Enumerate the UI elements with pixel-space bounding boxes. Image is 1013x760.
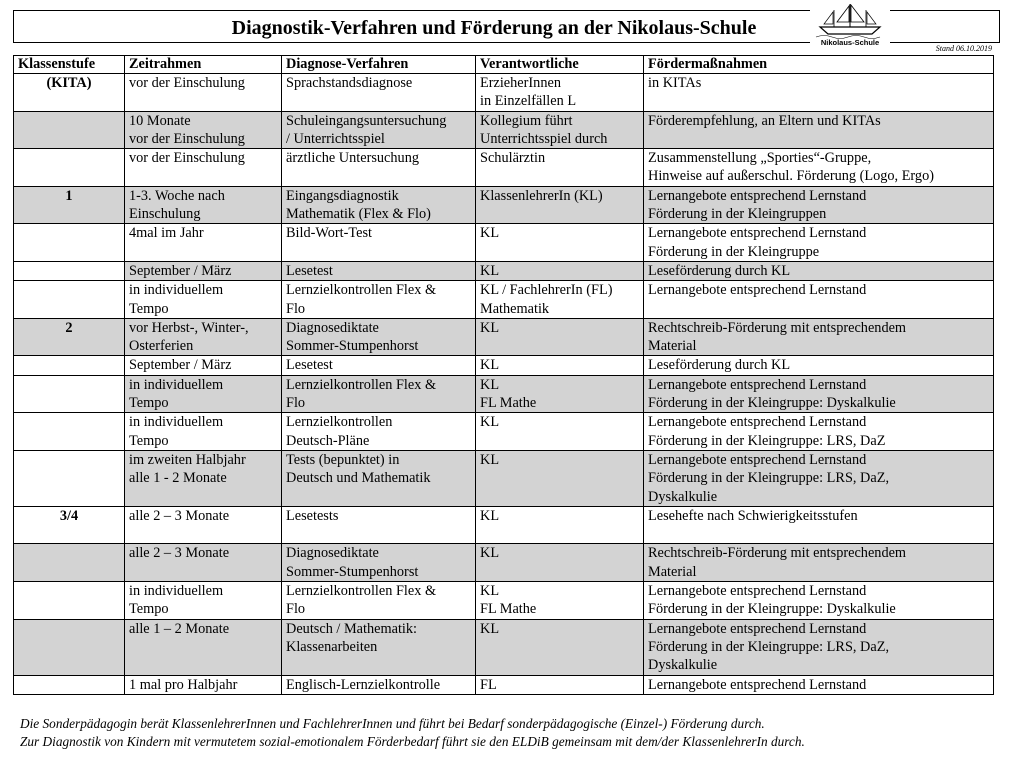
cell-line: Tempo xyxy=(129,432,169,449)
cell-line: Lernangebote entsprechend Lernstand xyxy=(648,583,867,600)
verantwortliche-cell xyxy=(476,149,644,187)
cell-line: Lernangebote entsprechend Lernstand xyxy=(648,676,867,693)
cell-line: 10 Monate xyxy=(129,112,191,129)
cell-line: Sommer-Stumpenhorst xyxy=(286,338,419,355)
cell-line: KL xyxy=(480,225,500,242)
cell-line: FL Mathe xyxy=(480,601,537,618)
logo-text: Nikolaus-Schule xyxy=(820,38,880,47)
foerdermassnahmen-cell xyxy=(644,224,994,262)
table-row xyxy=(14,413,994,451)
foerdermassnahmen-cell xyxy=(644,450,994,506)
diagnose-cell xyxy=(282,450,476,506)
cell-line: FL xyxy=(480,676,497,693)
foerdermassnahmen-cell xyxy=(644,261,994,280)
klassenstufe-cell: 3/4 xyxy=(14,506,125,544)
cell-line: KL xyxy=(480,319,500,336)
zeitrahmen-cell xyxy=(125,261,282,280)
verantwortliche-cell xyxy=(476,224,644,262)
cell-line: Förderung in der Kleingruppe: Dyskalkulie xyxy=(648,601,896,618)
cell-line: Dyskalkulie xyxy=(648,488,718,505)
cell-line: 1-3. Woche nach xyxy=(129,187,225,204)
ship-logo-icon xyxy=(810,0,890,40)
klassenstufe-cell xyxy=(14,413,125,451)
diagnose-cell xyxy=(282,318,476,356)
cell-line: Rechtschreib-Förderung mit entsprechendem xyxy=(648,545,907,562)
diagnose-cell xyxy=(282,544,476,582)
cell-line: vor der Einschulung xyxy=(129,130,245,147)
klassenstufe-cell: 2 xyxy=(14,318,125,356)
cell-line: KL / FachlehrerIn (FL) xyxy=(480,282,613,299)
cell-line: im zweiten Halbjahr xyxy=(129,451,246,468)
cell-line: in individuellem xyxy=(129,414,224,431)
klassenstufe-cell xyxy=(14,281,125,319)
cell-line: Sprachstandsdiagnose xyxy=(286,75,413,91)
cell-line: Lernzielkontrollen xyxy=(286,414,393,431)
foerdermassnahmen-cell xyxy=(644,582,994,620)
cell-line: Tests (bepunktet) in xyxy=(286,451,400,468)
klassenstufe-cell: (KITA) xyxy=(14,74,125,112)
footer-notes xyxy=(20,715,1000,751)
cell-line: Flo xyxy=(286,395,306,412)
diagnose-cell xyxy=(282,675,476,694)
zeitrahmen-cell xyxy=(125,582,282,620)
table-row xyxy=(14,544,994,582)
verantwortliche-cell xyxy=(476,675,644,694)
cell-line: Kollegium führt xyxy=(480,112,573,129)
diagnose-cell xyxy=(282,375,476,413)
cell-line: Lernangebote entsprechend Lernstand xyxy=(648,414,867,431)
table-row xyxy=(14,450,994,506)
cell-line: Lesetest xyxy=(286,357,333,374)
foerdermassnahmen-cell xyxy=(644,149,994,187)
cell-line: KL xyxy=(480,451,500,468)
zeitrahmen-cell xyxy=(125,506,282,544)
zeitrahmen-cell xyxy=(125,675,282,694)
table-row xyxy=(14,375,994,413)
foerdermassnahmen-cell xyxy=(644,506,994,544)
header-diagnose-verfahren: Diagnose-Verfahren xyxy=(282,56,476,74)
cell-line: in individuellem xyxy=(129,583,224,600)
zeitrahmen-cell xyxy=(125,619,282,675)
cell-line: vor der Einschulung xyxy=(129,75,245,91)
klassenstufe-cell xyxy=(14,356,125,375)
zeitrahmen-cell xyxy=(125,74,282,112)
foerdermassnahmen-cell xyxy=(644,619,994,675)
document-title: Diagnostik-Verfahren und Förderung an der Nikolaus-Schule xyxy=(231,17,757,39)
klassenstufe-cell xyxy=(14,149,125,187)
diagnose-cell xyxy=(282,281,476,319)
cell-line: in individuellem xyxy=(129,376,224,393)
cell-line: Mathematik (Flex & Flo) xyxy=(286,206,431,223)
cell-line: Hinweise auf außerschul. Förderung (Logo, Ergo) xyxy=(648,168,934,185)
klassenstufe-cell xyxy=(14,582,125,620)
cell-line: Förderung in der Kleingruppe xyxy=(648,243,820,260)
cell-line: Förderung in der Kleingruppe: LRS, DaZ, xyxy=(648,470,890,487)
cell-line: Förderung in der Kleingruppe: LRS, DaZ, xyxy=(648,638,890,655)
cell-line: Lernangebote entsprechend Lernstand xyxy=(648,225,867,242)
table-row xyxy=(14,356,994,375)
cell-line: Lesehefte nach Schwierigkeitsstufen xyxy=(648,507,858,524)
foerdermassnahmen-cell xyxy=(644,281,994,319)
header-zeitrahmen: Zeitrahmen xyxy=(125,56,282,74)
cell-line: Rechtschreib-Förderung mit entsprechendem xyxy=(648,319,907,336)
diagnose-cell xyxy=(282,111,476,149)
cell-line: KL xyxy=(480,545,500,562)
diagnose-cell xyxy=(282,261,476,280)
cell-line: Tempo xyxy=(129,601,169,618)
stand-date: Stand 06.10.2019 xyxy=(935,44,992,53)
foerdermassnahmen-cell xyxy=(644,74,994,112)
verantwortliche-cell xyxy=(476,413,644,451)
cell-line: KL xyxy=(480,583,500,600)
cell-line: Schuleingangsuntersuchung xyxy=(286,112,447,129)
cell-line: Schulärztin xyxy=(480,150,546,167)
diagnose-cell xyxy=(282,224,476,262)
cell-line: alle 2 – 3 Monate xyxy=(129,507,230,524)
cell-line: Förderung in der Kleingruppe: Dyskalkulie xyxy=(648,395,896,412)
cell-line: KL xyxy=(480,414,500,431)
cell-line: Englisch-Lernzielkontrolle xyxy=(286,676,441,693)
cell-line: Einschulung xyxy=(129,206,201,223)
diagnose-cell xyxy=(282,619,476,675)
diagnostics-table xyxy=(13,55,994,695)
table-row xyxy=(14,506,994,544)
diagnose-cell xyxy=(282,74,476,112)
cell-line: alle 1 – 2 Monate xyxy=(129,620,230,637)
table-row xyxy=(14,74,994,112)
cell-line: Material xyxy=(648,338,697,355)
verantwortliche-cell xyxy=(476,375,644,413)
table-row xyxy=(14,224,994,262)
cell-line: September / März xyxy=(129,357,232,374)
verantwortliche-cell xyxy=(476,318,644,356)
cell-line: KL xyxy=(480,620,500,637)
cell-line: Flo xyxy=(286,601,306,618)
cell-line: alle 1 - 2 Monate xyxy=(129,470,227,487)
school-logo xyxy=(810,0,890,52)
cell-line: KL xyxy=(480,262,500,279)
cell-line: Deutsch und Mathematik xyxy=(286,470,431,487)
zeitrahmen-cell xyxy=(125,111,282,149)
cell-line: Lernzielkontrollen Flex & xyxy=(286,282,437,299)
table-header-row xyxy=(14,56,994,74)
foerdermassnahmen-cell xyxy=(644,413,994,451)
cell-line: Flo xyxy=(286,300,306,317)
foerdermassnahmen-cell xyxy=(644,186,994,224)
klassenstufe-cell xyxy=(14,544,125,582)
footer-note: Zur Diagnostik von Kindern mit vermutetem sozial-emotionalem Förderbedarf führt sie den ELDiB gemeinsam mit dem/der KlassenlehrerIn durch. xyxy=(20,734,805,749)
cell-line: KL xyxy=(480,357,500,374)
cell-line: Lernzielkontrollen Flex & xyxy=(286,376,437,393)
cell-line: Tempo xyxy=(129,395,169,412)
foerdermassnahmen-cell xyxy=(644,675,994,694)
table-row xyxy=(14,186,994,224)
verantwortliche-cell xyxy=(476,74,644,112)
table-row xyxy=(14,261,994,280)
zeitrahmen-cell xyxy=(125,450,282,506)
cell-line: 4mal im Jahr xyxy=(129,225,204,242)
verantwortliche-cell xyxy=(476,186,644,224)
cell-line: Mathematik xyxy=(480,300,550,317)
zeitrahmen-cell xyxy=(125,413,282,451)
zeitrahmen-cell xyxy=(125,281,282,319)
table-row xyxy=(14,675,994,694)
cell-line: Tempo xyxy=(129,300,169,317)
table-row xyxy=(14,619,994,675)
cell-line: Lesetests xyxy=(286,507,339,524)
foerdermassnahmen-cell xyxy=(644,356,994,375)
cell-line: ärztliche Untersuchung xyxy=(286,150,419,167)
verantwortliche-cell xyxy=(476,582,644,620)
cell-line: in individuellem xyxy=(129,282,224,299)
cell-line: Unterrichtsspiel durch xyxy=(480,130,608,147)
cell-line: Eingangsdiagnostik xyxy=(286,187,399,204)
cell-line: in Einzelfällen L xyxy=(480,93,577,110)
header-foerdermassnahmen: Fördermaßnahmen xyxy=(644,56,994,74)
cell-line: Förderempfehlung, an Eltern und KITAs xyxy=(648,112,881,129)
cell-line: Lernangebote entsprechend Lernstand xyxy=(648,451,867,468)
cell-line: Material xyxy=(648,563,697,580)
klassenstufe-cell xyxy=(14,111,125,149)
klassenstufe-cell xyxy=(14,675,125,694)
foerdermassnahmen-cell xyxy=(644,318,994,356)
cell-line: September / März xyxy=(129,262,232,279)
header-klassenstufe: Klassenstufe xyxy=(14,56,125,74)
cell-line: Förderung in der Kleingruppe: LRS, DaZ xyxy=(648,432,886,449)
table-row xyxy=(14,318,994,356)
verantwortliche-cell xyxy=(476,281,644,319)
cell-line: alle 2 – 3 Monate xyxy=(129,545,230,562)
cell-line: Lernangebote entsprechend Lernstand xyxy=(648,282,867,299)
verantwortliche-cell xyxy=(476,111,644,149)
cell-line: 1 mal pro Halbjahr xyxy=(129,676,238,693)
cell-line: Lernangebote entsprechend Lernstand xyxy=(648,187,867,204)
zeitrahmen-cell xyxy=(125,544,282,582)
zeitrahmen-cell xyxy=(125,318,282,356)
zeitrahmen-cell xyxy=(125,375,282,413)
klassenstufe-cell xyxy=(14,261,125,280)
cell-line: Leseförderung durch KL xyxy=(648,357,791,374)
cell-line: KlassenlehrerIn (KL) xyxy=(480,187,603,204)
cell-line: Bild-Wort-Test xyxy=(286,225,372,242)
cell-line: Förderung in der Kleingruppen xyxy=(648,206,827,223)
cell-line: vor der Einschulung xyxy=(129,150,245,167)
verantwortliche-cell xyxy=(476,506,644,544)
cell-line: KL xyxy=(480,376,500,393)
table-row xyxy=(14,111,994,149)
cell-line: Deutsch-Pläne xyxy=(286,432,370,449)
header-verantwortliche: Verantwortliche xyxy=(476,56,644,74)
diagnose-cell xyxy=(282,356,476,375)
klassenstufe-cell xyxy=(14,375,125,413)
cell-line: Dyskalkulie xyxy=(648,657,718,674)
verantwortliche-cell xyxy=(476,450,644,506)
klassenstufe-cell xyxy=(14,619,125,675)
cell-line: ErzieherInnen xyxy=(480,75,561,91)
diagnose-cell xyxy=(282,186,476,224)
cell-line: vor Herbst-, Winter-, xyxy=(129,319,249,336)
cell-line: Osterferien xyxy=(129,338,194,355)
cell-line: FL Mathe xyxy=(480,395,537,412)
verantwortliche-cell xyxy=(476,619,644,675)
diagnose-cell xyxy=(282,582,476,620)
table-row xyxy=(14,582,994,620)
cell-line: in KITAs xyxy=(648,75,702,91)
cell-line: / Unterrichtsspiel xyxy=(286,130,385,147)
zeitrahmen-cell xyxy=(125,186,282,224)
diagnose-cell xyxy=(282,413,476,451)
cell-line: Zusammenstellung „Sporties“-Gruppe, xyxy=(648,150,872,167)
verantwortliche-cell xyxy=(476,261,644,280)
zeitrahmen-cell xyxy=(125,149,282,187)
table-row xyxy=(14,281,994,319)
cell-line: Leseförderung durch KL xyxy=(648,262,791,279)
cell-line: KL xyxy=(480,507,500,524)
verantwortliche-cell xyxy=(476,544,644,582)
verantwortliche-cell xyxy=(476,356,644,375)
klassenstufe-cell xyxy=(14,224,125,262)
klassenstufe-cell: 1 xyxy=(14,186,125,224)
cell-line: Deutsch / Mathematik: xyxy=(286,620,418,637)
foerdermassnahmen-cell xyxy=(644,544,994,582)
cell-line: Lernangebote entsprechend Lernstand xyxy=(648,620,867,637)
footer-note: Die Sonderpädagogin berät KlassenlehrerInnen und FachlehrerInnen und führt bei Bedarf sonderpädagogische (Einzel-) Förderung durch. xyxy=(20,716,765,731)
cell-line: Lernzielkontrollen Flex & xyxy=(286,583,437,600)
diagnose-cell xyxy=(282,506,476,544)
cell-line: Klassenarbeiten xyxy=(286,638,378,655)
klassenstufe-cell xyxy=(14,450,125,506)
cell-line: Sommer-Stumpenhorst xyxy=(286,563,419,580)
cell-line: Diagnosediktate xyxy=(286,545,379,562)
zeitrahmen-cell xyxy=(125,356,282,375)
diagnose-cell xyxy=(282,149,476,187)
cell-line: Lesetest xyxy=(286,262,333,279)
cell-line: Lernangebote entsprechend Lernstand xyxy=(648,376,867,393)
cell-line: Diagnosediktate xyxy=(286,319,379,336)
zeitrahmen-cell xyxy=(125,224,282,262)
foerdermassnahmen-cell xyxy=(644,111,994,149)
foerdermassnahmen-cell xyxy=(644,375,994,413)
table-row xyxy=(14,149,994,187)
